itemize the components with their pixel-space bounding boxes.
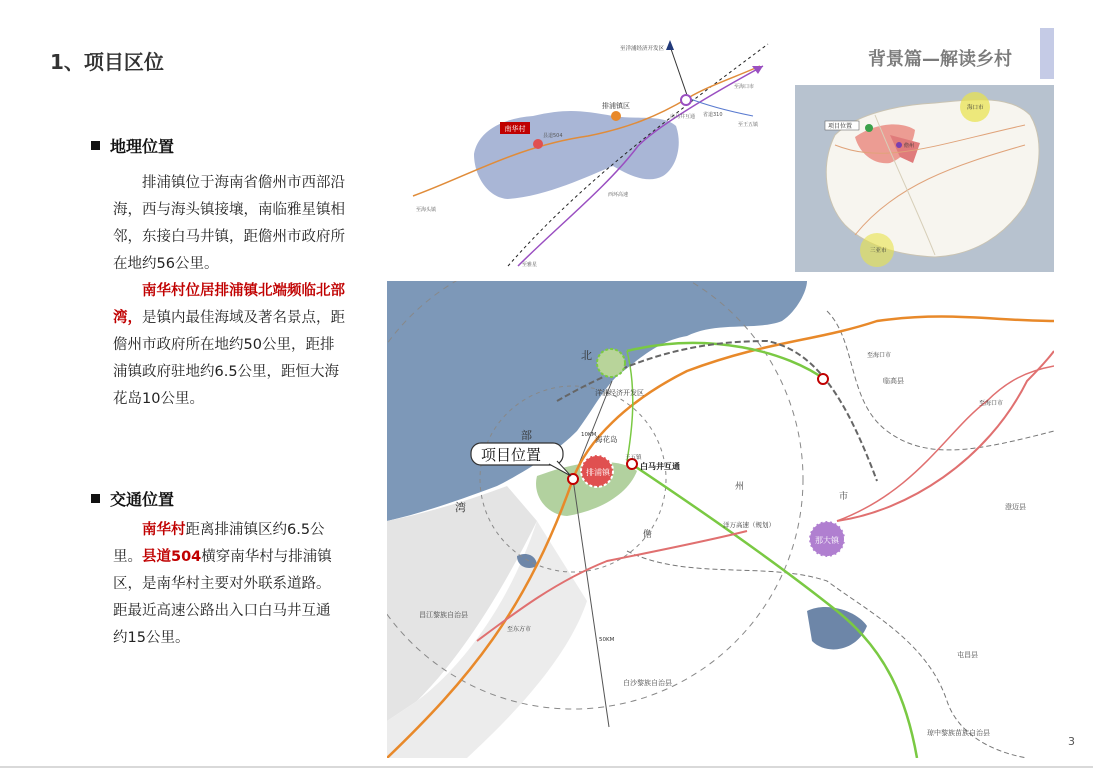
- hainan-haikou: 海口市: [967, 105, 984, 111]
- label-to-wangwu: 至王五镇: [738, 122, 759, 128]
- label-to-dongfang: 至东方市: [507, 626, 532, 633]
- callout-project-location: 项目位置: [481, 446, 542, 464]
- local-location-map: [408, 36, 770, 274]
- label-dist-50km: 50KM: [599, 637, 615, 643]
- label-paipu-town: 排浦镇: [586, 468, 610, 477]
- traffic-t2: 横穿南华村与排浦镇区，是南华村主要对外联系道路。距最近高速公路出入口白马井互通约15公里。: [113, 549, 332, 646]
- label-to-haikou: 至海口市: [734, 84, 755, 90]
- page-title: 1、项目区位: [50, 50, 164, 74]
- label-to-haikou-2: 至海口市: [979, 400, 1004, 407]
- label-to-haikou-1: 至海口市: [867, 352, 892, 359]
- label-nada-town: 那大镇: [815, 536, 839, 545]
- label-to-yaxing: 至雅星: [522, 262, 538, 268]
- label-to-yangpu: 至洋浦经济开发区: [620, 46, 665, 52]
- label-sea-bu: 部: [521, 429, 532, 442]
- label-zhou-zhou: 州: [735, 482, 745, 492]
- bullet-square-icon: [91, 494, 100, 503]
- hainan-sanya: 三亚市: [870, 248, 887, 254]
- label-zhou-shi: 市: [839, 492, 849, 502]
- label-yangpu: 洋浦经济开发区: [595, 389, 644, 397]
- label-sea-wan: 湾: [455, 501, 466, 514]
- page-number: 3: [1068, 735, 1075, 748]
- label-expressway: 西环高速: [608, 192, 629, 198]
- traffic-paragraph: [113, 517, 339, 652]
- label-town: 排浦镇区: [602, 102, 630, 110]
- bottom-rule: [0, 766, 1093, 768]
- label-changjiang: 昌江黎族自治县: [419, 611, 468, 619]
- label-qiongzhong: 琼中黎族苗族自治县: [927, 729, 990, 737]
- label-road-a: 县道504: [543, 133, 563, 139]
- label-haihua-island: 海花岛: [595, 435, 618, 444]
- traffic-highlight-village: 南华村: [142, 522, 186, 538]
- section-banner: 背景篇—解读乡村: [868, 49, 1012, 70]
- geo-heading: [91, 134, 174, 157]
- geo-paragraph: [113, 170, 345, 413]
- label-baima-interchange: 白马井互通: [640, 462, 680, 471]
- label-sea-north: 北: [581, 349, 592, 362]
- label-zhou-dan: 儋: [643, 530, 653, 540]
- hainan-project-tag: 项目位置: [828, 123, 853, 130]
- label-tunchang: 屯昌县: [957, 651, 978, 659]
- banner-accent-bar: [1040, 28, 1054, 79]
- label-wangwu: 王五镇: [625, 455, 642, 461]
- label-interchange: 白马井互通: [670, 114, 696, 120]
- geo-p2: 是镇内最佳海域及著名景点，距儋州市政府所在地约50公里，距排浦镇政府驻地约6.5公里，距恒大海花岛10公里。: [113, 310, 345, 407]
- label-expressway-plan: 洋万高速（规划）: [723, 521, 775, 529]
- label-lingao: 临高县: [883, 377, 904, 385]
- label-village: 南华村: [504, 125, 526, 133]
- regional-map: [387, 281, 1054, 758]
- hainan-danzhou: 儋州: [904, 143, 915, 149]
- traffic-heading: [91, 487, 174, 510]
- geo-p2-highlight: 南华村位居排浦镇北端频临北部湾，: [113, 283, 345, 326]
- label-to-haitou: 至海头镇: [416, 207, 437, 213]
- traffic-t1: 距离排浦镇区约6.5公里。: [113, 522, 325, 565]
- geo-heading-text: 地理位置: [110, 137, 175, 156]
- label-dist-10km: 10KM: [581, 432, 597, 438]
- label-chengmai: 澄迈县: [1005, 503, 1026, 511]
- traffic-highlight-road: 县道504: [142, 549, 202, 565]
- bullet-square-icon: [91, 141, 100, 150]
- hainan-overview-map: [795, 85, 1054, 272]
- geo-p1: 排浦镇位于海南省儋州市西部沿海，西与海头镇接壤，南临雅星镇相邻，东接白马井镇，距儋州市政府所在地约56公里。: [113, 175, 345, 272]
- traffic-heading-text: 交通位置: [110, 490, 175, 509]
- label-baisha: 白沙黎族自治县: [623, 679, 672, 687]
- label-road-b: 省道310: [703, 112, 723, 118]
